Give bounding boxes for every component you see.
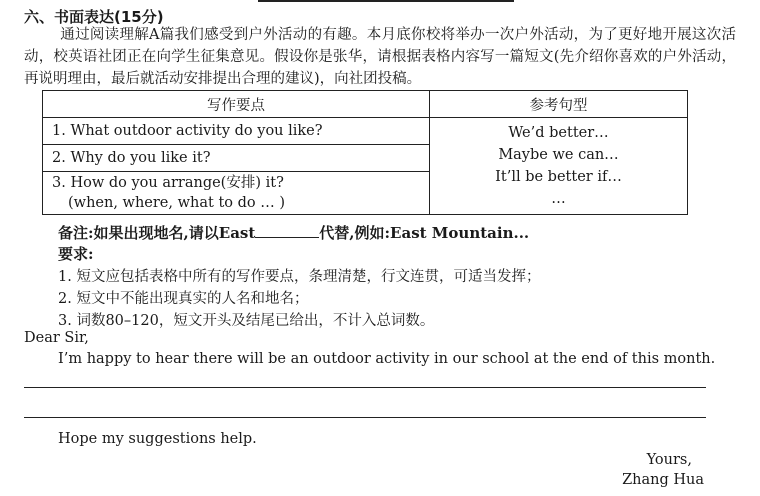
requirement-2: 2. 短文中不能出现真实的人名和地名； [58, 291, 309, 307]
point-3: 3. How do you arrange(安排) it? [52, 175, 284, 191]
reference-1: We’d better… [508, 125, 609, 141]
task-instructions [24, 24, 736, 90]
task-instructions-text: 通过阅读理解A篇我们感受到户外活动的有趣。本月底你校将举办一次户外活动，为了更好地开展这次活动，校英语社团正在向学生征集意见。假设你是张华，请根据表格内容写一篇短文(先介绍你喜欢的户外活动，再说明理由，最后就活动安排提出合理的建议)，向社团投稿。 [24, 27, 736, 87]
requirement-1: 1. 短文应包括表格中所有的写作要点，条理清楚，行文连贯，可适当发挥； [58, 269, 541, 285]
reference-2: Maybe we can… [498, 147, 619, 163]
reference-3: It’ll be better if… [495, 169, 622, 185]
point-3-sub: (when, where, what to do … ) [68, 195, 285, 211]
reference-sentences-cell [430, 118, 688, 215]
section-heading: 六、书面表达(15分) [24, 8, 164, 26]
answer-line [24, 417, 706, 418]
point-1: 1. What outdoor activity do you like? [52, 123, 323, 139]
reference-4: … [551, 191, 566, 207]
requirement-3: 3. 词数80–120，短文开头及结尾已给出，不计入总词数。 [58, 313, 435, 329]
note-before: 备注:如果出现地名,请以East [58, 224, 256, 242]
point-2: 2. Why do you like it? [52, 150, 211, 166]
top-rule [258, 0, 514, 2]
blank-line [255, 223, 319, 238]
letter-greeting: Dear Sir, [24, 330, 89, 346]
letter-opening: I’m happy to hear there will be an outdoor activity in our school at the end of this month. [58, 351, 716, 367]
table-header-points: 写作要点 [43, 91, 430, 118]
table-header-references: 参考句型 [430, 91, 688, 118]
note-after: 代替,例如:East Mountain... [319, 224, 530, 242]
requirements-title: 要求: [58, 245, 94, 263]
table-row [43, 145, 430, 172]
answer-line [24, 387, 706, 388]
table-row [43, 172, 430, 215]
letter-closing: Hope my suggestions help. [58, 431, 257, 447]
writing-points-table [42, 90, 688, 215]
letter-signoff: Yours, [646, 452, 692, 468]
table-row [43, 118, 430, 145]
note [58, 222, 529, 243]
letter-signature: Zhang Hua [622, 472, 704, 488]
